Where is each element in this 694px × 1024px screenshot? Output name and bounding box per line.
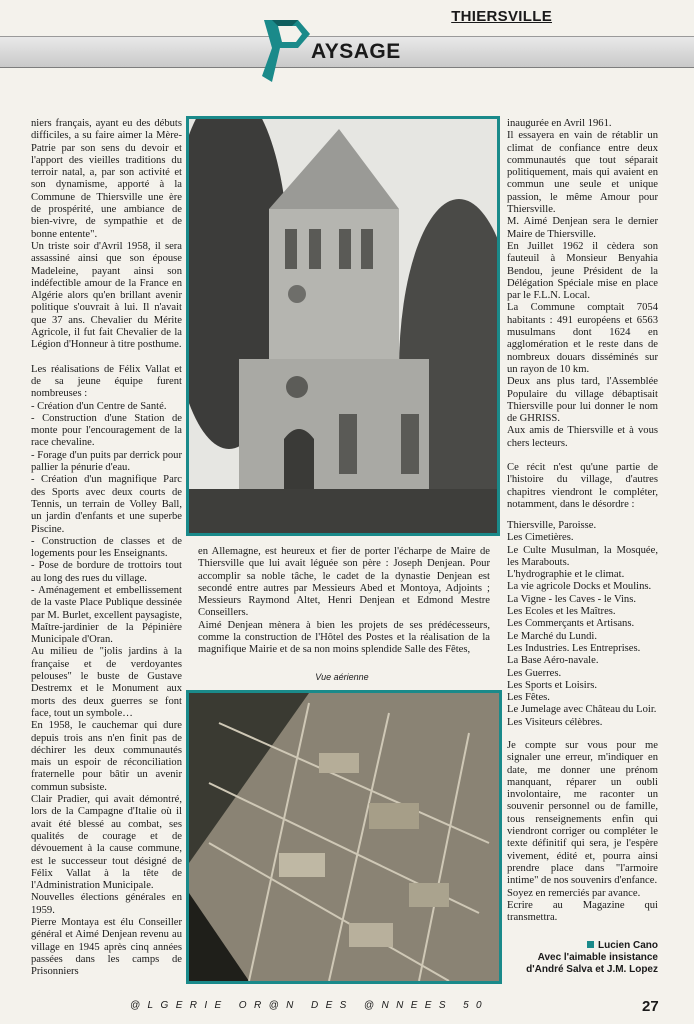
paragraph: - Construction d'une Station de monte pour l'encouragement de la race chevaline. <box>31 412 182 449</box>
signature-square-icon <box>587 941 594 948</box>
topic-item: Les Sports et Loisirs. <box>507 679 598 691</box>
paragraph: Il essayera en vain de rétablir un climat de confiance entre deux communautés que tout séparait politiquement, mais qui avaient en commun une seule et unique passion, le même Amour pour Thiersville. <box>507 130 658 216</box>
paragraph: Un triste soir d'Avril 1958, il sera assassiné ainsi que son épouse Madeleine, payant ainsi son indéfectible amour de la France en Algérie alors qu'en brillant avenir politique s'ouvrait à lui. Il n'avait que 37 ans. Chevalier du Mérite Agricole, il fut fait Chevalier de la Légion d'Honneur à titre posthume. <box>31 240 182 351</box>
paragraph: M. Aimé Denjean sera le dernier Maire de Thiersville. <box>507 216 658 240</box>
paragraph: Clair Pradier, qui avait démontré, lors de la Campagne d'Italie où il avait été blessé au combat, ses qualités de courage et de dévouement à la cause commune, est le successeur tout désigné de Félix Vallat à la tête de l'Administration Municipale. <box>31 794 182 892</box>
paragraph: Les réalisations de Félix Vallat et de sa jeune équipe furent nombreuses : <box>31 363 182 400</box>
section-logo-p-icon <box>258 16 312 86</box>
topic-item: Thiersville, Paroisse. <box>507 520 597 531</box>
column-1 <box>31 118 182 978</box>
signature <box>526 940 658 976</box>
topic-item: Le Culte Musulman, la Mosquée, les Marabouts. <box>507 544 658 568</box>
paragraph: Aux amis de Thiersville et à vous chers lecteurs. <box>507 425 658 449</box>
paragraph: - Création d'un magnifique Parc des Sports avec deux courts de Tennis, un terrain de Volley Ball, un jardin d'enfants et une superbe Piscine. <box>31 474 182 535</box>
topic-item: Le Jumelage avec Château du Loir. <box>507 704 657 716</box>
paragraph: - Forage d'un puits par derrick pour pallier la pénurie d'eau. <box>31 449 182 474</box>
paragraph: La Commune comptait 7054 habitants : 491 européens et 6563 musulmans dont 1624 en agglomération et le reste dans de nombreux douars disséminés sur un rayon de 10 km. <box>507 302 658 375</box>
topic-item: Les Cimetières. <box>507 532 574 544</box>
paragraph: en Allemagne, est heureux et fier de porter l'écharpe de Maire de Thiersville que lui avait léguée son père : Joseph Denjean. Pour accomplir sa noble tâche, le cadet de la dynastie Denjean est secondé entre autres par Messieurs Abed et Montoya, Adjoints ; Messieurs Raymond Altet, Henri Denjean et Edmond Mestre Conseillers. <box>198 546 490 619</box>
section-title: AYSAGE <box>311 40 401 63</box>
column-3-closing <box>507 740 658 924</box>
paragraph: Deux ans plus tard, l'Assemblée Populaire du village débaptisait Thiersville pour lui donner le nom de GHRISS. <box>507 376 658 425</box>
paragraph: Aimé Denjean mènera à bien les projets de ses prédécesseurs, comme la construction de l'Hôtel des Postes et la réalisation de la magnifique Mairie et de sa non moins splendide Salle des Fêtes, <box>198 619 490 656</box>
paragraph: inaugurée en Avril 1961. <box>507 118 612 129</box>
signature-line2: Avec l'aimable insistance <box>537 952 658 963</box>
topic-item: La Base Aéro-navale. <box>507 655 599 667</box>
topic-item: Le Marché du Lundi. <box>507 630 598 642</box>
topic-item: Les Commerçants et Artisans. <box>507 618 635 630</box>
topics-list <box>507 520 658 729</box>
topic-item: Les Visiteurs célèbres. <box>507 716 603 728</box>
footer-title: @LGERIE OR@N DES @NNEES 50 <box>130 1000 490 1011</box>
signature-name: Lucien Cano <box>597 940 658 951</box>
column-3 <box>507 118 658 511</box>
aerial-photo <box>186 690 502 984</box>
middle-text <box>198 546 490 657</box>
topic-item: Les Industries. Les Entreprises. <box>507 642 641 654</box>
town-name: THIERSVILLE <box>451 8 552 25</box>
church-photo <box>186 116 500 536</box>
page-number: 27 <box>642 998 659 1015</box>
paragraph: Je compte sur vous pour me signaler une erreur, m'indiquer en date, me donner une prénom manquant, réparer un oubli involontaire, me raconter un souvenir personnel ou de famille, tous renseignements enfin qui viendront corriger ou compléter le texte définitif qui sera, je l'espère vivement, édité et, pourra ainsi prendre place dans "l'armoire intime" de nos souvenirs d'enfance. <box>507 740 658 887</box>
paragraph <box>507 450 658 462</box>
paragraph: Ce récit n'est qu'une partie de l'histoire du village, d'autres chapitres viendront le compléter, notamment, dans le désordre : <box>507 462 658 510</box>
paragraph <box>31 352 182 364</box>
paragraph: - Création d'un Centre de Santé. <box>31 400 167 412</box>
paragraph: niers français, ayant eu des débuts difficiles, a su faire aimer la Mère-Patrie par son sens du devoir et l'apport des vieilles traditions du terroir natal, a, par son activité et son dynamisme, apporté à la Commune de Thiersville une ère de prospérité, une ambiance de bien-vivre, de sympathie et de bonne entente". <box>31 118 182 240</box>
paragraph: Ecrire au Magazine qui transmettra. <box>507 899 658 924</box>
signature-line3: d'André Salva et J.M. Lopez <box>526 964 658 975</box>
aerial-illustration <box>189 693 499 981</box>
paragraph: En Juillet 1962 il cèdera son fauteuil à Monsieur Benyahia Bendou, jeune Président de la Délégation Spéciale mise en place par le F.L.N. Local. <box>507 240 658 302</box>
church-illustration <box>189 119 497 533</box>
topic-item: La Vigne - les Caves - le Vins. <box>507 593 636 605</box>
topic-item: Les Fêtes. <box>507 692 550 704</box>
topic-item: Les Ecoles et les Maîtres. <box>507 606 616 618</box>
topic-item: L'hydrographie et le climat. <box>507 569 625 581</box>
paragraph: - Pose de bordure de trottoirs tout au long des rues du village. <box>31 560 182 584</box>
paragraph: - Aménagement et embellissement de la vaste Place Publique dessinée par M. Burlet, excellent paysagiste, Maître-jardinier de la Pépinière Municipale d'Oran. <box>31 584 182 646</box>
paragraph: Pierre Montaya est élu Conseiller général et Aimé Denjean revenu au village en 1945 après cinq années passées dans les camps de Prisonniers <box>31 917 182 978</box>
topic-item: Les Guerres. <box>507 667 562 679</box>
paragraph: Soyez en remerciés par avance. <box>507 887 641 899</box>
paragraph: - Construction de classes et de logements pour les Enseignants. <box>31 535 182 560</box>
paragraph: Nouvelles élections générales en 1959. <box>31 892 182 916</box>
topic-item: La vie agricole Docks et Moulins. <box>507 581 652 593</box>
paragraph: Au milieu de "jolis jardins à la française et de verdoyantes pelouses" le buste de Gustave Destremx et le Monument aux morts des deux guerres se font face, tout un symbole… <box>31 646 182 719</box>
paragraph: En 1958, le cauchemar qui dure depuis trois ans n'en finit pas de déchirer les deux communautés mais un espoir de réconciliation fraternelle pour bâtir un avenir commun subsiste. <box>31 720 182 793</box>
photo-caption: Vue aérienne <box>315 672 369 682</box>
